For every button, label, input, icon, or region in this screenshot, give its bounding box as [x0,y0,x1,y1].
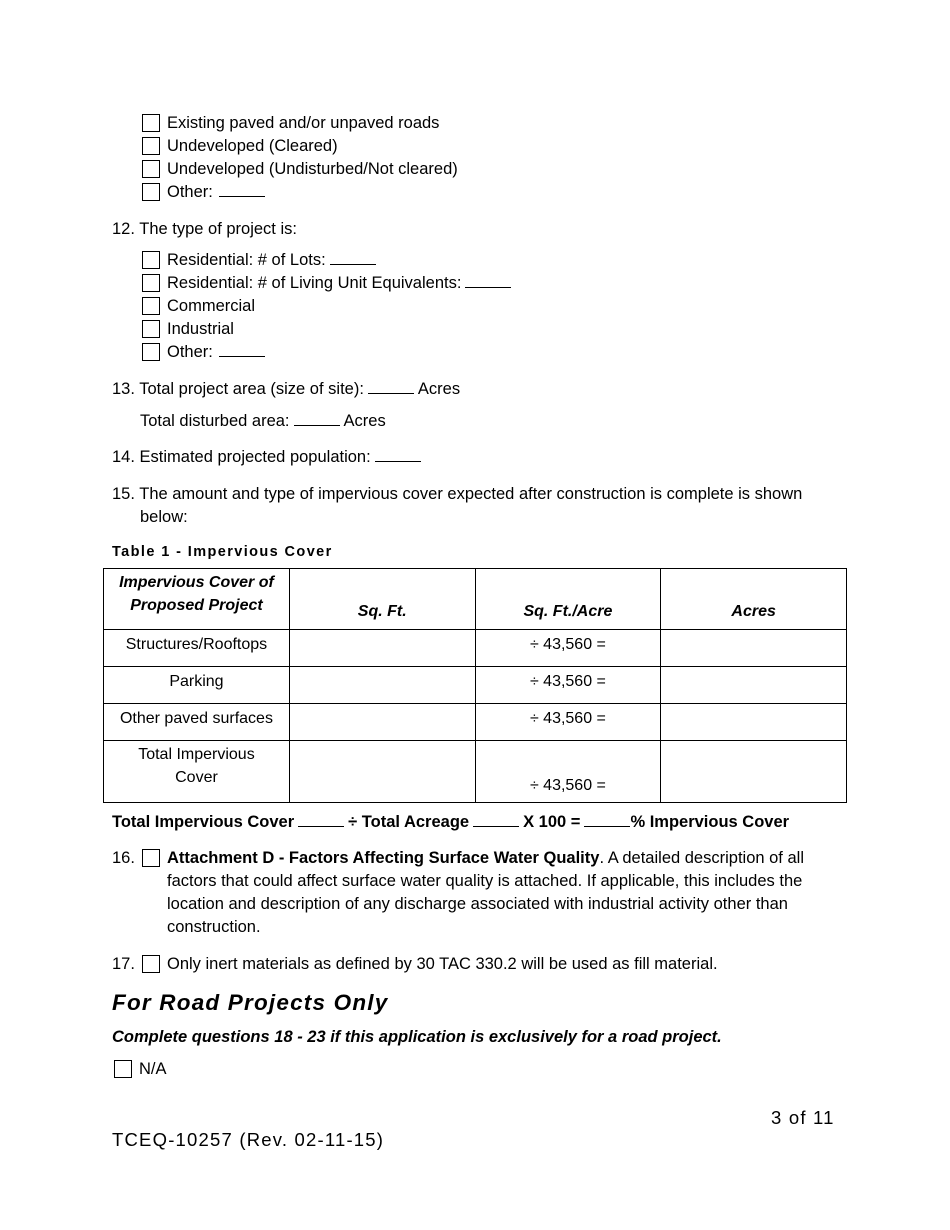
acres-cell[interactable] [661,741,847,803]
acres-cell[interactable] [661,630,847,667]
sqft-cell[interactable] [289,741,475,803]
sqft-cell[interactable] [289,704,475,741]
question-text: Only inert materials as defined by 30 TAC 330.2 will be used as fill material. [167,955,718,973]
table-caption: Table 1 - Impervious Cover [112,544,333,560]
land-use-checkbox-1[interactable] [142,114,160,132]
row-label: Parking [104,667,290,704]
land-use-checkbox-3[interactable] [142,160,160,178]
question-text: Estimated projected population: [139,448,371,466]
q16-line: construction. [167,918,261,936]
land-use-option-label: Other: [167,183,213,201]
project-type-label: Industrial [167,320,234,338]
table-row [104,667,847,704]
header-cell: Acres [661,569,847,630]
question-number: 13. [112,380,135,398]
project-type-other-input[interactable] [219,342,265,357]
question-number: 17. [112,955,135,973]
formula-part: % Impervious Cover [630,813,790,831]
total-impervious-input[interactable] [298,812,344,827]
project-type-label: Other: [167,343,213,361]
land-use-checkbox-2[interactable] [142,137,160,155]
divisor-cell: ÷ 43,560 = [475,704,661,741]
row-label-line: Cover [175,769,218,786]
project-type-commercial-checkbox[interactable] [142,297,160,315]
project-type-label: Residential: # of Living Unit Equivalents: [167,274,462,292]
unit-label: Acres [417,380,461,398]
section-heading: For Road Projects Only [112,990,389,1015]
header-cell: Sq. Ft./Acre [475,569,661,630]
divisor-cell: ÷ 43,560 = [475,741,661,803]
land-use-checkbox-other[interactable] [142,183,160,201]
divisor-cell: ÷ 43,560 = [475,630,661,667]
question-14 [112,446,425,468]
question-15-line1 [112,483,802,505]
row-label: Structures/Rooftops [104,630,290,667]
sqft-cell[interactable] [289,667,475,704]
header-line: Impervious Cover of [119,574,274,591]
disturbed-area-row [140,410,386,432]
lue-count-input[interactable] [465,273,511,288]
q16-line1-rest: . A detailed description of all [599,849,804,867]
header-cell: Sq. Ft. [289,569,475,630]
formula-part: Total Impervious Cover [112,813,295,831]
land-use-option-label: Undeveloped (Cleared) [167,137,338,155]
question-16-text [167,847,847,939]
q16-line [167,847,847,870]
attachment-d-checkbox[interactable] [142,849,160,867]
project-type-other-checkbox[interactable] [142,343,160,361]
project-type-residential-lots-checkbox[interactable] [142,251,160,269]
acres-cell[interactable] [661,704,847,741]
row-label [104,741,290,803]
project-type-industrial-checkbox[interactable] [142,320,160,338]
formula-part: ÷ Total Acreage [348,813,470,831]
table-total-row [104,741,847,803]
form-id: TCEQ-10257 (Rev. 02-11-15) [112,1129,385,1150]
section-instruction: Complete questions 18 - 23 if this application is exclusively for a road project. [112,1028,722,1046]
project-type-row [167,272,515,294]
unit-label: Acres [343,412,386,430]
sqft-cell[interactable] [289,630,475,667]
question-text: The type of project is: [139,220,297,238]
q16-line: location and description of any discharge associated with industrial activity other than [167,895,788,913]
land-use-other-input[interactable] [219,182,265,197]
table-row [104,630,847,667]
question-number: 16. [112,849,135,867]
impervious-cover-table [103,568,847,803]
land-use-option-label: Undeveloped (Undisturbed/Not cleared) [167,160,458,178]
table-header-row [104,569,847,630]
row-label-line: Total Impervious [138,746,255,763]
project-type-residential-lue-checkbox[interactable] [142,274,160,292]
question-number: 14. [112,448,135,466]
page-number: 3 of 11 [771,1107,835,1128]
project-type-label: Commercial [167,297,256,315]
question-13 [112,378,460,400]
total-area-input[interactable] [368,379,414,394]
population-input[interactable] [375,447,421,462]
question-number: 12. [112,220,135,238]
land-use-other-row [167,181,269,203]
formula-part: X 100 = [523,813,581,831]
divisor-cell: ÷ 43,560 = [475,667,661,704]
question-number: 15. [112,485,135,503]
inert-materials-checkbox[interactable] [142,955,160,973]
disturbed-area-label: Total disturbed area: [140,412,290,430]
project-type-row [167,341,269,363]
lots-count-input[interactable] [330,250,376,265]
land-use-option-label: Existing paved and/or unpaved roads [167,114,440,132]
na-label: N/A [139,1060,167,1078]
question-15-line2: below: [140,508,188,526]
percent-input[interactable] [584,812,630,827]
total-acreage-input[interactable] [473,812,519,827]
attachment-title: Attachment D - Factors Affecting Surface Water Quality [167,849,600,867]
question-12 [112,218,297,240]
project-type-label: Residential: # of Lots: [167,251,326,269]
question-text: The amount and type of impervious cover expected after construction is complete is shown [139,485,803,503]
header-line: Proposed Project [130,597,263,614]
na-checkbox[interactable] [114,1060,132,1078]
row-label: Other paved surfaces [104,704,290,741]
acres-cell[interactable] [661,667,847,704]
question-text: Total project area (size of site): [139,380,364,398]
disturbed-area-input[interactable] [294,411,340,426]
header-cell [104,569,290,630]
q16-line: factors that could affect surface water quality is attached. If applicable, this includes the [167,872,803,890]
impervious-formula [112,811,789,833]
project-type-row [167,249,380,271]
table-row [104,704,847,741]
